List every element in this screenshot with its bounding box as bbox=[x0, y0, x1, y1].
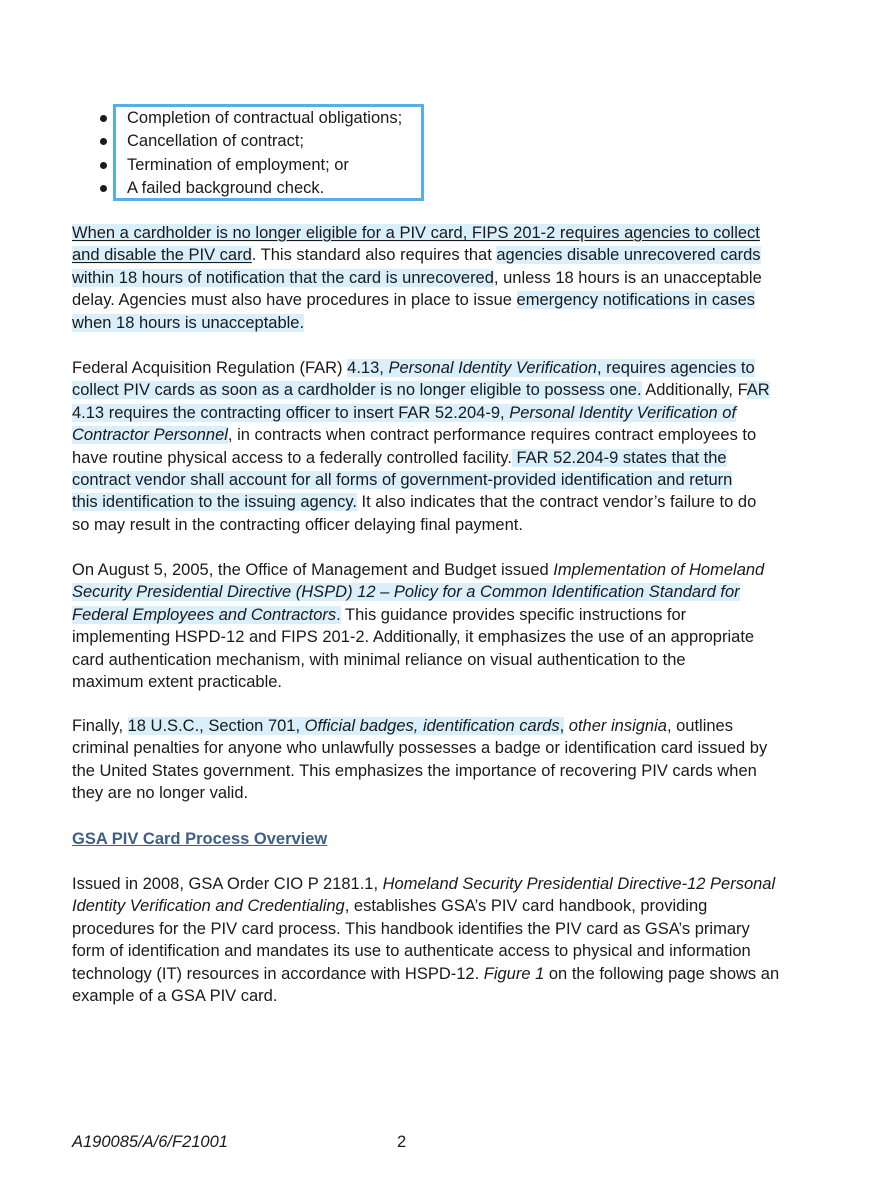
text-span: maximum extent practicable. bbox=[72, 672, 282, 691]
text-span: . This standard also requires that bbox=[251, 246, 497, 265]
paragraph-usc bbox=[72, 715, 792, 805]
highlighted-text: contract vendor shall account for all forms of government-provided identification and return bbox=[72, 470, 733, 489]
list-item: Termination of employment; or bbox=[98, 154, 402, 177]
footer-page-number: 2 bbox=[397, 1133, 407, 1151]
text-span: implementing HSPD-12 and FIPS 201-2. Additionally, it emphasizes the use of an appropriate bbox=[72, 628, 755, 647]
italic-text: other insignia bbox=[564, 717, 667, 735]
highlighted-text: 18 U.S.C., Section 701, bbox=[127, 717, 305, 735]
highlighted-text: when 18 hours is unacceptable. bbox=[72, 313, 305, 332]
text-span: card authentication mechanism, with minimal reliance on visual authentication to the bbox=[72, 650, 686, 669]
highlighted-text: FAR 52.204-9 states that the bbox=[511, 448, 727, 467]
highlighted-text: , requires agencies to bbox=[596, 359, 755, 377]
italic-text: Identity Verification and Credentialing bbox=[72, 897, 345, 916]
highlighted-text: this identification to the issuing agency. bbox=[72, 493, 357, 512]
text-span: , in contracts when contract performance requires contract employees to bbox=[227, 426, 757, 445]
highlighted-italic-text: Security Presidential Directive (HSPD) 12 – Policy for a Common Identification Standard for bbox=[72, 583, 740, 602]
text-span: Issued in 2008, GSA Order CIO P 2181.1, bbox=[72, 875, 383, 893]
highlighted-text: and disable the PIV card bbox=[72, 246, 252, 265]
italic-text: Homeland Security Presidential Directive-12 Personal bbox=[382, 875, 776, 893]
paragraph-omb bbox=[72, 559, 792, 693]
text-span: form of identification and mandates its use to authenticate access to physical and information bbox=[72, 942, 751, 961]
text-span: so may result in the contracting officer delaying final payment. bbox=[72, 515, 523, 534]
highlighted-text: agencies disable unrecovered cards bbox=[496, 246, 761, 265]
text-span: the United States government. This emphasizes the importance of recovering PIV cards when bbox=[72, 761, 757, 780]
highlighted-italic-text: Personal Identity Verification bbox=[388, 359, 597, 377]
text-span: example of a GSA PIV card. bbox=[72, 986, 278, 1005]
list-item: Completion of contractual obligations; bbox=[98, 107, 402, 130]
list-item: Cancellation of contract; bbox=[98, 130, 402, 153]
highlighted-text: 4.13 requires the contracting officer to insert FAR 52.204-9, bbox=[72, 403, 510, 422]
text-span: delay. Agencies must also have procedures in place to issue bbox=[72, 291, 517, 310]
highlighted-text: , bbox=[559, 717, 565, 735]
highlighted-text: . bbox=[336, 605, 341, 624]
highlighted-text: AR bbox=[746, 381, 770, 400]
text-span: procedures for the PIV card process. This handbook identifies the PIV card as GSA’s primary bbox=[72, 919, 750, 938]
highlighted-text: collect PIV cards as soon as a cardholder is no longer eligible to possess one. bbox=[72, 381, 642, 400]
highlighted-text: within 18 hours of notification that the card is unrecovered bbox=[72, 268, 494, 287]
text-span: This guidance provides specific instructions for bbox=[340, 605, 687, 624]
bullet-list bbox=[98, 107, 402, 201]
text-span: On August 5, 2005, the Office of Management and Budget issued bbox=[72, 561, 554, 579]
section-heading: GSA PIV Card Process Overview bbox=[72, 830, 328, 848]
paragraph-gsa-order bbox=[72, 873, 792, 1007]
text-span: , establishes GSA’s PIV card handbook, providing bbox=[344, 897, 708, 916]
highlighted-italic-text: Official badges, identification cards bbox=[304, 717, 560, 735]
text-span: Finally, bbox=[72, 717, 128, 735]
text-span: , outlines bbox=[666, 717, 733, 735]
footer-document-id: A190085/A/6/F21001 bbox=[72, 1133, 228, 1151]
highlighted-italic-text: Personal Identity Verification of bbox=[509, 403, 737, 422]
text-span: on the following page shows an bbox=[544, 964, 780, 983]
paragraph-far bbox=[72, 357, 792, 536]
text-span: It also indicates that the contract vendor’s failure to do bbox=[356, 493, 757, 512]
highlighted-text: 4.13, bbox=[347, 359, 389, 377]
text-span: criminal penalties for anyone who unlawfully possesses a badge or identification card issued by bbox=[72, 739, 768, 758]
text-span: have routine physical access to a federally controlled facility. bbox=[72, 448, 512, 467]
highlighted-italic-text: Federal Employees and Contractors bbox=[72, 605, 337, 624]
text-span: Additionally, F bbox=[641, 381, 747, 400]
text-span: technology (IT) resources in accordance with HSPD-12. bbox=[72, 964, 484, 983]
highlighted-text: emergency notifications in cases bbox=[516, 291, 755, 310]
paragraph-fips bbox=[72, 222, 792, 334]
text-span: they are no longer valid. bbox=[72, 784, 249, 803]
text-span: , unless 18 hours is an unacceptable bbox=[493, 268, 762, 287]
highlighted-italic-text: Contractor Personnel bbox=[72, 426, 228, 445]
text-span: Federal Acquisition Regulation (FAR) bbox=[72, 359, 348, 377]
highlighted-text: When a cardholder is no longer eligible for a PIV card, FIPS 201-2 requires agencies to collect bbox=[72, 224, 760, 242]
italic-text: Figure 1 bbox=[483, 964, 545, 983]
list-item: A failed background check. bbox=[98, 177, 402, 200]
italic-text: Implementation of Homeland bbox=[553, 561, 765, 579]
